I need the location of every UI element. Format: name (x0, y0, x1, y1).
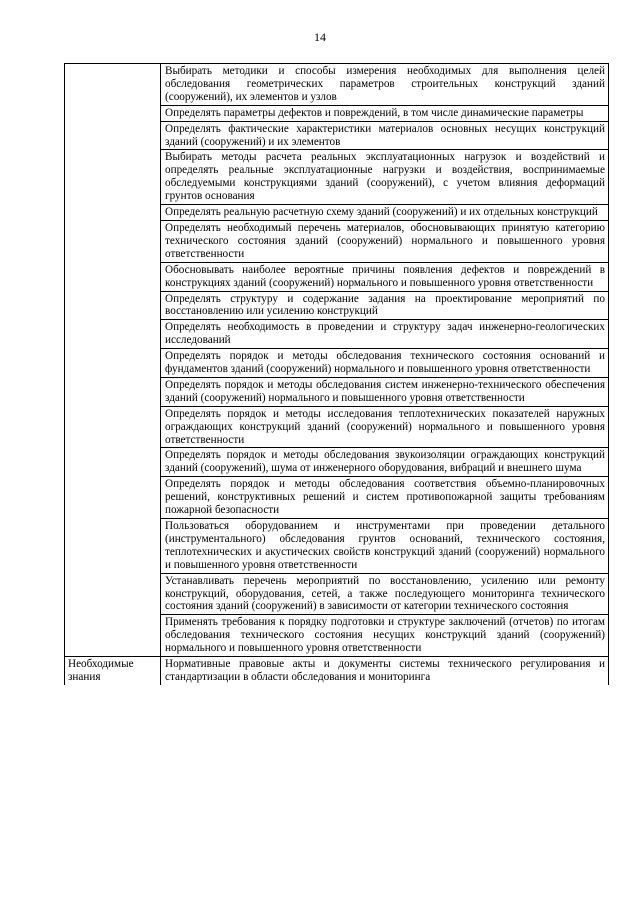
knowledge-text: Нормативные правовые акты и документы системы технического регулирования и стандартизации в области обследования и мониторинга (161, 657, 609, 685)
page-number: 14 (314, 30, 326, 44)
skill-text: Пользоваться оборудованием и инструментами при проведении детального (инструментального) обследования грунтов оснований, технического состояния, теплотехнических и акустических свойств конструкций зданий (сооружений) нормального и повышенного уровня ответственности (161, 519, 609, 574)
skill-text: Выбирать методики и способы измерения необходимых для выполнения целей обследования геометрических параметров строительных конструкций зданий (сооружений), их элементов и узлов (161, 64, 609, 106)
skill-text: Определять порядок и методы обследования соответствия объемно-планировочных решений, конструктивных решений и систем противопожарной защиты требованиям пожарной безопасности (161, 477, 609, 519)
skill-text: Определять фактические характеристики материалов основных несущих конструкций зданий (сооружений) и их элементов (161, 121, 609, 150)
skills-table (64, 63, 609, 685)
skill-text: Выбирать методы расчета реальных эксплуатационных нагрузок и воздействий и определять реальные эксплуатационные нагрузки и воздействия, воспринимаемые обследуемыми конструкциями зданий (сооружений), с учетом влияния деформаций грунтов основания (161, 150, 609, 205)
skill-text: Определять необходимый перечень материалов, обосновывающих принятую категорию технического состояния зданий (сооружений) нормального и повышенного уровня ответственности (161, 220, 609, 262)
table-row (65, 657, 609, 685)
skill-text: Обосновывать наиболее вероятные причины появления дефектов и повреждений в конструкциях зданий (сооружений) нормального и повышенного уровня ответственности (161, 262, 609, 291)
skill-text: Определять порядок и методы исследования теплотехнических показателей наружных ограждающих конструкций зданий (сооружений) нормального и повышенного уровня ответственности (161, 406, 609, 448)
skill-text: Определять порядок и методы обследования звукоизоляции ограждающих конструкций зданий (сооружений), шума от инженерного оборудования, вибраций и внешнего шума (161, 448, 609, 477)
row-label-cell (65, 64, 161, 657)
skill-text: Определять реальную расчетную схему зданий (сооружений) и их отдельных конструкций (161, 205, 609, 221)
skill-text: Определять необходимость в проведении и структуру задач инженерно-геологических исследований (161, 320, 609, 349)
skill-text: Определять порядок и методы обследования систем инженерно-технического обеспечения зданий (сооружений) нормального и повышенного уровня ответственности (161, 377, 609, 406)
section-label-knowledge: Необходимые знания (65, 657, 161, 685)
skill-text: Определять структуру и содержание задания на проектирование мероприятий по восстановлению или усилению конструкций (161, 291, 609, 320)
skill-text: Определять параметры дефектов и повреждений, в том числе динамические параметры (161, 105, 609, 121)
skill-text: Определять порядок и методы обследования технического состояния оснований и фундаментов зданий (сооружений) нормального и повышенного уровня ответственности (161, 349, 609, 378)
skill-text: Применять требования к порядку подготовки и структуре заключений (отчетов) по итогам обследования технического состояния несущих конструкций зданий (сооружений) нормального и повышенного уровня ответственности (161, 615, 609, 657)
skill-text: Устанавливать перечень мероприятий по восстановлению, усилению или ремонту конструкций, оборудования, сетей, а также последующего мониторинга технического состояния зданий (сооружений) в зависимости от категории технического состояния (161, 573, 609, 615)
table-row (65, 64, 609, 106)
